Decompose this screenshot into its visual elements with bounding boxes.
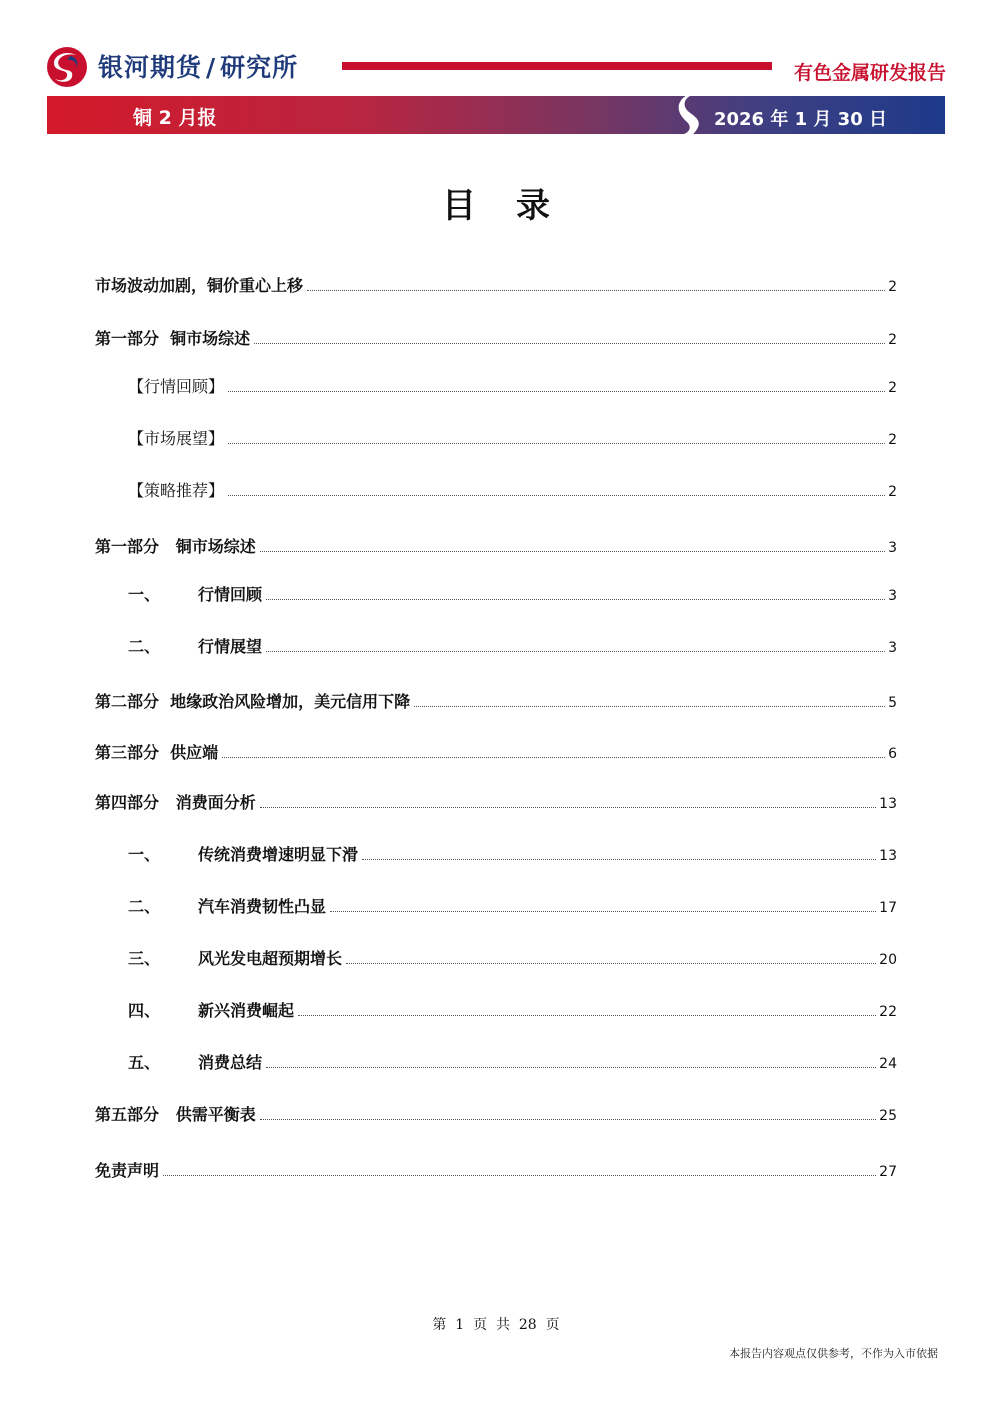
- toc-entry-label: 免责声明: [95, 1161, 160, 1180]
- toc-page-number: 22: [879, 1004, 897, 1020]
- toc-entry[interactable]: [95, 945, 897, 969]
- toc-entry-number: 三、: [128, 949, 161, 968]
- toc-page-number: 3: [888, 588, 897, 604]
- toc-page-number: 24: [879, 1056, 897, 1072]
- toc-entry[interactable]: [95, 1157, 897, 1181]
- toc-entry-text: [95, 1102, 256, 1125]
- toc-page-number: 5: [888, 695, 897, 711]
- toc-entry-text: [128, 426, 224, 449]
- toc-entry-text: [95, 1158, 159, 1181]
- toc-entry[interactable]: [95, 893, 897, 917]
- toc-entry-label: 市场波动加剧，铜价重心上移: [95, 276, 304, 295]
- toc-page-number: 2: [888, 332, 897, 348]
- toc-entry-text: [128, 842, 358, 865]
- toc-entry-text: [95, 534, 256, 557]
- toc-page-number: 25: [879, 1108, 897, 1124]
- toc-entry[interactable]: [95, 1101, 897, 1125]
- toc-dot-leader: [228, 443, 885, 444]
- toc-page-number: 2: [888, 484, 897, 500]
- toc-entry-label: 第五部分 供需平衡表: [95, 1105, 256, 1124]
- toc-entry-number: 一、: [128, 845, 161, 864]
- toc-dot-leader: [362, 859, 876, 860]
- toc-entry[interactable]: [95, 739, 897, 763]
- toc-dot-leader: [307, 290, 885, 291]
- toc-entry-text: [128, 582, 262, 605]
- toc-entry-text: [128, 894, 326, 917]
- toc-entry-text: [128, 1050, 262, 1073]
- toc-entry-text: [95, 790, 256, 813]
- brand-sub: 研究所: [220, 53, 299, 82]
- toc-entry-text: [128, 634, 262, 657]
- toc-dot-leader: [254, 343, 885, 344]
- toc-page-number: 2: [888, 432, 897, 448]
- toc-page-number: 20: [879, 952, 897, 968]
- toc-dot-leader: [260, 1119, 876, 1120]
- swoosh-icon: [673, 90, 713, 140]
- footer-page-number: 第 1 页 共 28 页: [432, 1317, 560, 1333]
- toc-dot-leader: [228, 495, 885, 496]
- toc-entry-number: 二、: [128, 637, 161, 656]
- toc-entry-text: [128, 998, 294, 1021]
- toc-page-number: 3: [888, 540, 897, 556]
- toc-entry-text: [95, 740, 218, 763]
- toc-entry[interactable]: [95, 789, 897, 813]
- toc-entry[interactable]: [95, 325, 897, 349]
- toc-dot-leader: [414, 706, 885, 707]
- report-type: 有色金属研发报告: [793, 62, 946, 84]
- toc-entry-label: 消费总结: [198, 1053, 263, 1072]
- toc-entry[interactable]: [95, 841, 897, 865]
- toc-dot-leader: [346, 963, 876, 964]
- toc-entry-label: 第二部分 地缘政治风险增加，美元信用下降: [95, 692, 411, 711]
- toc-entry-label: 第一部分 铜市场综述: [95, 537, 256, 556]
- toc-dot-leader: [266, 599, 885, 600]
- toc-dot-leader: [266, 651, 885, 652]
- header-red-rule: [342, 62, 772, 70]
- toc-entry[interactable]: [95, 272, 897, 296]
- footer-disclaimer: 本报告内容观点仅供参考，不作为入市依据: [729, 1347, 938, 1360]
- toc-page-number: 27: [879, 1164, 897, 1180]
- brand-slash: /: [206, 53, 217, 82]
- toc-entry-label: 行情回顾: [198, 585, 263, 604]
- toc-entry-number: 二、: [128, 897, 161, 916]
- brand-name: [98, 48, 298, 84]
- toc-page-number: 3: [888, 640, 897, 656]
- toc-dot-leader: [260, 807, 876, 808]
- toc-entry-label: 风光发电超预期增长: [198, 949, 343, 968]
- banner-title: 铜 2 月报: [133, 107, 217, 129]
- toc-entry-label: 【策略推荐】: [128, 481, 225, 500]
- toc-page-number: 6: [888, 746, 897, 762]
- toc-entry[interactable]: [95, 1049, 897, 1073]
- toc-dot-leader: [260, 551, 885, 552]
- toc-entry[interactable]: [95, 633, 897, 657]
- toc-entry-text: [128, 946, 342, 969]
- toc-entry-label: 【行情回顾】: [128, 377, 225, 396]
- toc-page-number: 2: [888, 279, 897, 295]
- toc-dot-leader: [298, 1015, 876, 1016]
- toc-entry[interactable]: [95, 688, 897, 712]
- toc-entry-label: 【市场展望】: [128, 429, 225, 448]
- toc-entry[interactable]: [95, 477, 897, 501]
- toc-entry-text: [95, 273, 303, 296]
- banner-date: 2026 年 1 月 30 日: [713, 109, 887, 130]
- toc-entry-label: 第三部分 供应端: [95, 743, 219, 762]
- page-title: 目录: [442, 186, 590, 226]
- toc-entry-text: [128, 374, 224, 397]
- toc-entry[interactable]: [95, 533, 897, 557]
- toc-entry-label: 第四部分 消费面分析: [95, 793, 256, 812]
- brand-main: 银河期货: [98, 53, 203, 82]
- toc-entry-label: 新兴消费崛起: [198, 1001, 295, 1020]
- toc-dot-leader: [222, 757, 885, 758]
- toc-entry-text: [128, 478, 224, 501]
- toc-entry[interactable]: [95, 425, 897, 449]
- toc-page-number: 2: [888, 380, 897, 396]
- galaxy-logo-icon: [46, 46, 88, 88]
- toc-entry-number: 四、: [128, 1001, 161, 1020]
- toc-page-number: 17: [879, 900, 897, 916]
- toc-entry-label: 行情展望: [198, 637, 263, 656]
- toc-entry-text: [95, 326, 250, 349]
- toc-entry-label: 第一部分 铜市场综述: [95, 329, 251, 348]
- toc-entry-number: 五、: [128, 1053, 161, 1072]
- toc-entry-text: [95, 689, 410, 712]
- toc-entry-label: 传统消费增速明显下滑: [198, 845, 359, 864]
- toc-dot-leader: [266, 1067, 876, 1068]
- toc-page-number: 13: [879, 796, 897, 812]
- toc-dot-leader: [163, 1175, 876, 1176]
- toc-entry-number: 一、: [128, 585, 161, 604]
- toc-entry-label: 汽车消费韧性凸显: [198, 897, 327, 916]
- header-banner: [47, 96, 945, 134]
- toc-dot-leader: [228, 391, 885, 392]
- toc-entry[interactable]: [95, 997, 897, 1021]
- toc-dot-leader: [330, 911, 876, 912]
- toc-entry[interactable]: [95, 581, 897, 605]
- toc-page-number: 13: [879, 848, 897, 864]
- toc-entry[interactable]: [95, 373, 897, 397]
